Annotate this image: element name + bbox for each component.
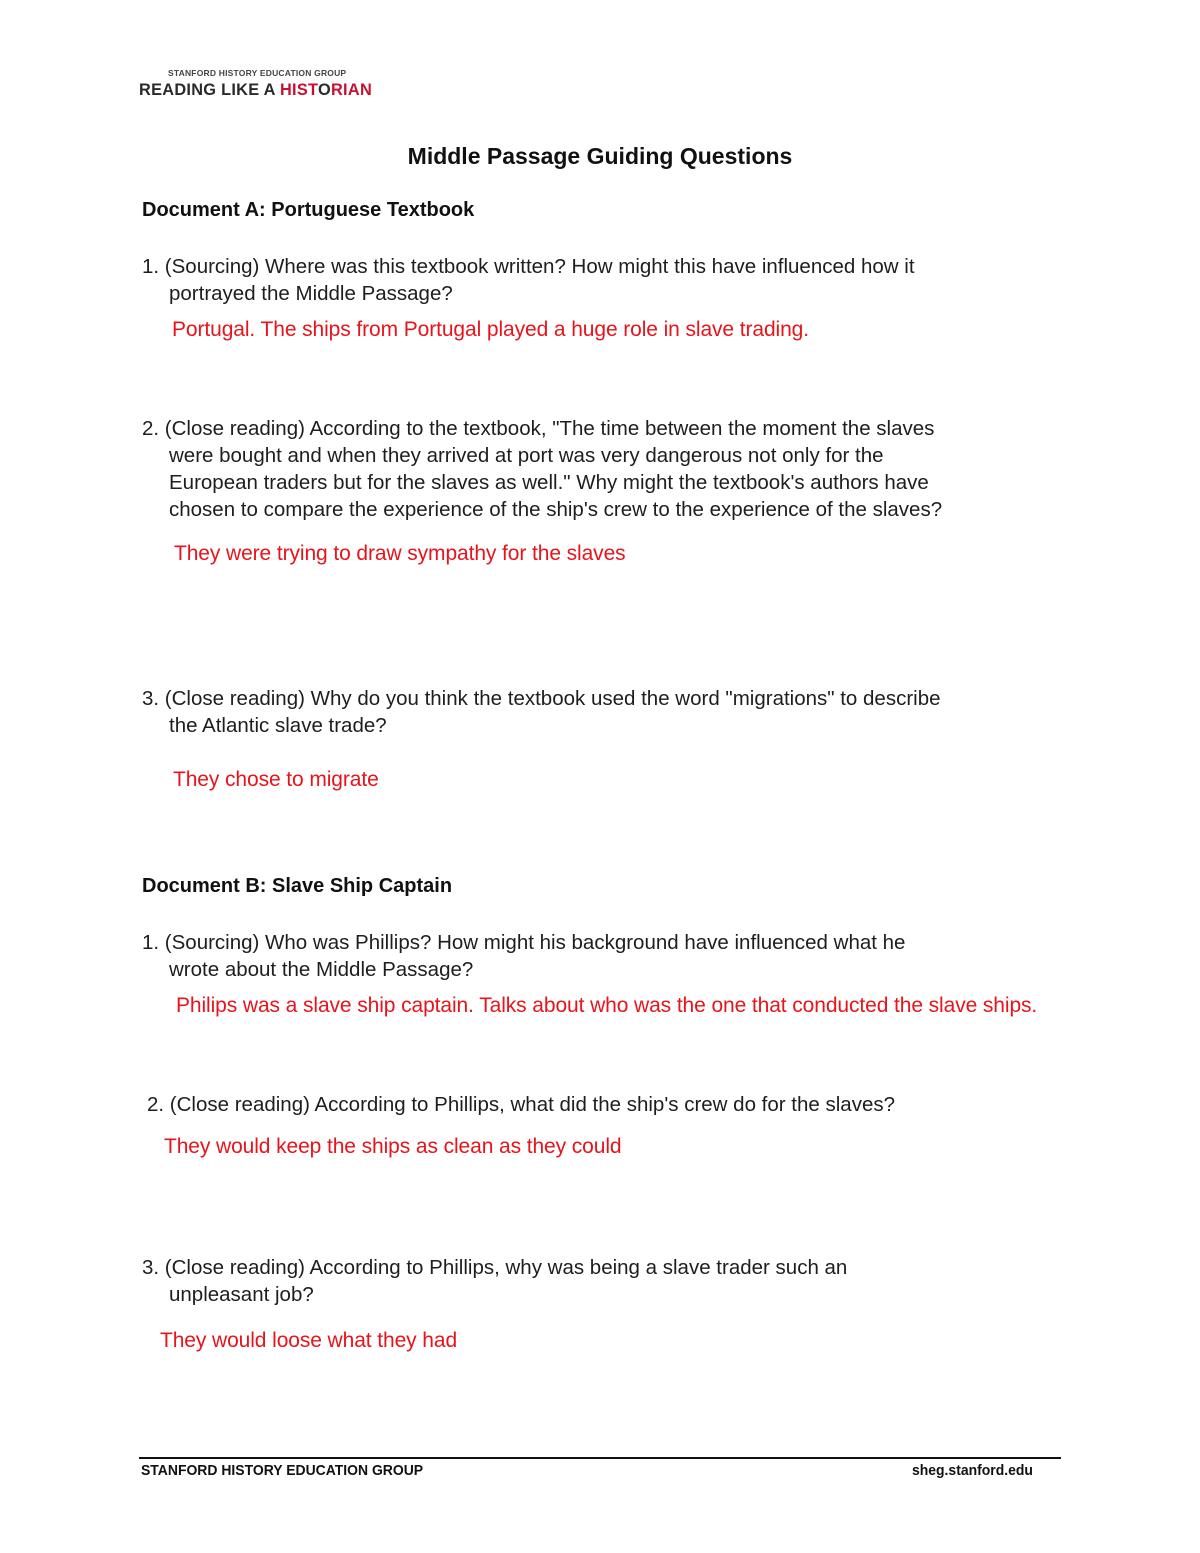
doc-b-question-2-line-1: 2. (Close reading) According to Phillips, what did the ship's crew do for the slaves?	[147, 1093, 895, 1116]
doc-a-question-2-line-2: were bought and when they arrived at port was very dangerous not only for the	[169, 444, 884, 467]
doc-a-answer-2: They were trying to draw sympathy for the slaves	[174, 542, 626, 565]
doc-b-answer-1: Philips was a slave ship captain. Talks about who was the one that conducted the slave ships.	[176, 994, 1038, 1017]
doc-a-question-2-line-3: European traders but for the slaves as well." Why might the textbook's authors have	[169, 471, 929, 494]
footer-website: sheg.stanford.edu	[912, 1462, 1033, 1479]
doc-b-question-1-line-1: 1. (Sourcing) Who was Phillips? How might his background have influenced what he	[142, 931, 906, 954]
doc-a-answer-3: They chose to migrate	[173, 768, 379, 791]
doc-a-question-2-line-1: 2. (Close reading) According to the textbook, "The time between the moment the slaves	[142, 417, 935, 440]
doc-a-question-1-line-1: 1. (Sourcing) Where was this textbook written? How might this have influenced how it	[142, 255, 915, 278]
doc-b-answer-2: They would keep the ships as clean as they could	[164, 1135, 622, 1158]
doc-a-question-3-line-1: 3. (Close reading) Why do you think the textbook used the word "migrations" to describe	[142, 687, 941, 710]
logo-text-red: HIST	[279, 80, 318, 99]
footer-divider	[139, 1457, 1061, 1459]
doc-b-question-3-line-1: 3. (Close reading) According to Phillips, why was being a slave trader such an	[142, 1256, 848, 1279]
doc-a-question-1-line-2: portrayed the Middle Passage?	[169, 282, 453, 305]
doc-b-question-3-line-2: unpleasant job?	[169, 1283, 314, 1306]
page-title: Middle Passage Guiding Questions	[407, 143, 793, 169]
logo-text-post: RIAN	[330, 80, 373, 99]
document-a-heading: Document A: Portuguese Textbook	[142, 199, 475, 221]
logo-text-pre: READING LIKE A	[139, 80, 280, 99]
footer-organization: STANFORD HISTORY EDUCATION GROUP	[141, 1462, 424, 1479]
document-b-heading: Document B: Slave Ship Captain	[142, 875, 453, 897]
logo-text-mid: O	[317, 80, 331, 99]
doc-a-answer-1: Portugal. The ships from Portugal played a huge role in slave trading.	[172, 318, 809, 341]
doc-b-answer-3: They would loose what they had	[160, 1329, 458, 1352]
doc-a-question-3-line-2: the Atlantic slave trade?	[169, 714, 387, 737]
doc-b-question-1-line-2: wrote about the Middle Passage?	[169, 958, 474, 981]
logo-subtitle: STANFORD HISTORY EDUCATION GROUP	[168, 68, 347, 78]
doc-a-question-2-line-4: chosen to compare the experience of the ship's crew to the experience of the slaves?	[169, 498, 943, 521]
logo	[139, 80, 372, 100]
